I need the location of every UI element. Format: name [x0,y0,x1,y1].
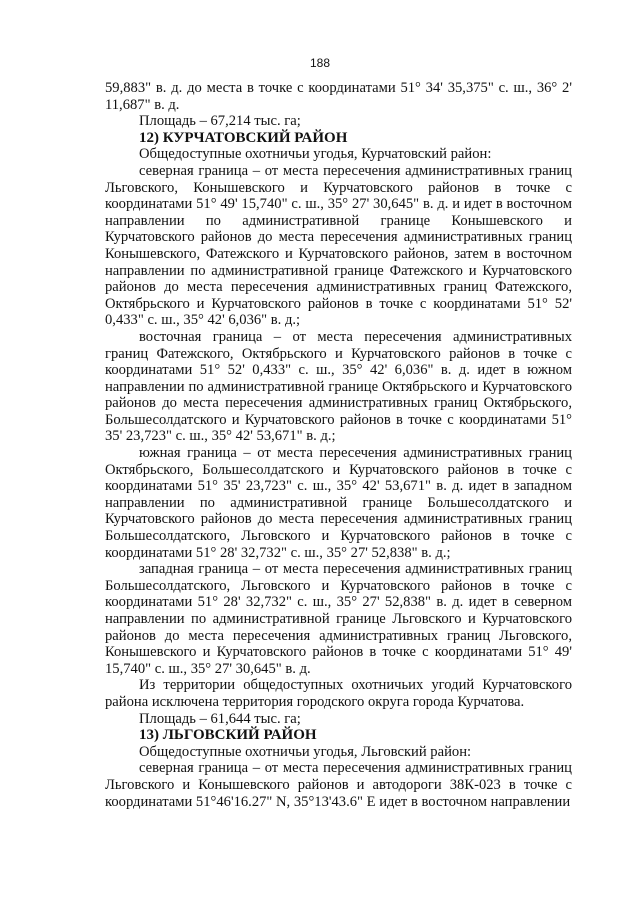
intro-paragraph: Общедоступные охотничьи угодья, Курчатовский район: [139,146,492,163]
north-boundary-paragraph: северная граница – от места пересечения административных границ Льговского и Конышевского районов и автодороги 38К-023 в точке с координатами 51°46'16.27" N, 35°13'43.6" E идет в восточном направлении [105,760,572,810]
north-boundary-paragraph: северная граница – от места пересечения административных границ Льговского, Конышевского и Курчатовского районов в точке с координатами 51° 49' 15,740" с. ш., 35° 27' 30,645" в. д. и идет в восточном направлении по административной границе Конышевского и Курчатовского районов до места пересечения административных границ Конышевского, Фатежского и Курчатовского районов, затем в восточном направлении по административной границе Фатежского и Курчатовского районов до места пересечения административных границ Фатежского, Октябрьского и Курчатовского районов в точке с координатами 51° 52' 0,433" с. ш., 35° 42' 6,036" в. д.; [105,162,572,329]
exclusion-paragraph: Из территории общедоступных охотничьих угодий Курчатовского района исключена территория городского округа города Курчатова. [105,677,572,710]
west-boundary-paragraph: западная граница – от места пересечения административных границ Большесолдатского, Льговского и Курчатовского районов в точке с координатами 51° 28' 32,732" с. ш., 35° 27' 52,838" в. д. идет в северном направлении по административной границе Льговского и Курчатовского районов до места пересечения административных границ Льговского, Конышевского и Курчатовского районов в точке с координатами 51° 49' 15,740" с. ш., 35° 27' 30,645" в. д. [105,561,572,677]
section-heading-lgovsky: 13) ЛЬГОВСКИЙ РАЙОН [139,727,317,744]
section-heading-kurchatovsky: 12) КУРЧАТОВСКИЙ РАЙОН [139,129,348,146]
page-number: 188 [309,56,331,70]
document-body [105,80,572,810]
south-boundary-paragraph: южная граница – от места пересечения административных границ Октябрьского, Большесолдатского и Курчатовского районов в точке с координатами 51° 35' 23,723" с. ш., 35° 42' 53,671" в. д. идет в западном направлении по административной границе Большесолдатского и Курчатовского районов до места пересечения административных границ Большесолдатского, Льговского и Курчатовского районов в точке с координатами 51° 28' 32,732" с. ш., 35° 27' 52,838" в. д.; [105,445,572,561]
intro-paragraph: Общедоступные охотничьи угодья, Льговский район: [139,743,472,760]
area-paragraph: Площадь – 61,644 тыс. га; [139,710,301,727]
paragraph-continuation: 59,883" в. д. до места в точке с координатами 51° 34' 35,375" с. ш., 36° 2' 11,687" в. д. [105,80,572,113]
east-boundary-paragraph: восточная граница – от места пересечения административных границ Фатежского, Октябрьского и Курчатовского районов в точке с координатами 51° 52' 0,433" с. ш., 35° 42' 6,036" в. д. идет в южном направлении по административной границе Октябрьского и Курчатовского районов до места пересечения административных границ Октябрьского, Большесолдатского и Курчатовского районов в точке с координатами 51° 35' 23,723" с. ш., 35° 42' 53,671" в. д.; [105,328,572,445]
area-paragraph: Площадь – 67,214 тыс. га; [139,113,301,130]
